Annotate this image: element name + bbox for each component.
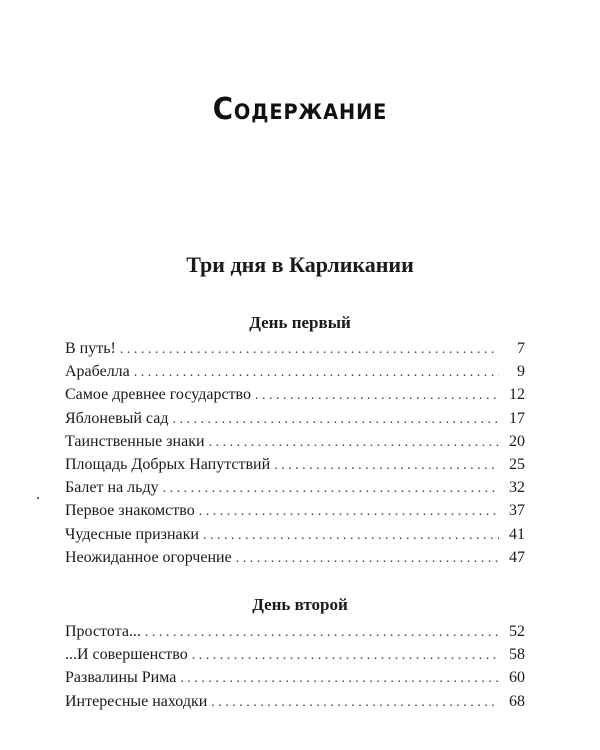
toc-entry-page: 32 [509,479,525,497]
toc-entry[interactable] [65,453,525,476]
toc-entry[interactable] [65,383,525,406]
dot-leader [199,500,499,523]
toc-entry-title: В путь! [65,340,116,357]
toc-list-day-first [65,337,525,569]
toc-entry-title: Неожиданное огорчение [65,548,232,566]
toc-entry-title: Таинственные знаки [65,432,205,450]
toc-entry[interactable] [65,476,525,499]
dot-leader [209,431,499,454]
toc-entry[interactable] [65,360,525,383]
toc-entry-page: 25 [509,455,525,473]
scan-speck [37,497,39,499]
toc-entry-title: Балет на льду [65,479,159,497]
toc-entry-page: 60 [509,669,525,687]
toc-entry[interactable] [65,643,525,666]
toc-entry-title: Площадь Добрых Напутствий [65,455,271,473]
dot-leader [172,408,499,431]
dot-leader [255,384,499,407]
toc-entry-title: Арабелла [65,363,130,381]
toc-entry-page: 7 [517,340,525,357]
book-title: Три дня в Карликании [186,252,414,277]
toc-entry-title: Яблоневый сад [65,409,169,427]
toc-entry[interactable] [65,546,525,569]
toc-entry-title: Простота... [65,623,141,640]
dot-leader [203,524,499,547]
day-heading-first: День первый [249,313,351,332]
toc-entry-title: ...И совершенство [65,646,188,664]
dot-leader [236,547,499,570]
page-title: Содержание [212,92,388,127]
toc-entry-page: 12 [509,386,525,404]
dot-leader [211,691,499,714]
dot-leader [120,338,499,361]
toc-entry[interactable] [65,430,525,453]
toc-entry-title: Развалины Рима [65,669,177,687]
toc-entry[interactable] [65,690,525,713]
toc-entry-page: 58 [509,646,525,664]
toc-entry-page: 20 [509,432,525,450]
toc-entry-title: Самое древнее государство [65,386,251,404]
toc-entry-title: Чудесные признаки [65,525,199,543]
dot-leader [192,644,499,667]
toc-entry-page: 68 [509,692,525,710]
toc-list-day-second [65,620,525,713]
toc-entry-page: 41 [509,525,525,543]
day-heading-second: День второй [252,595,348,614]
toc-entry-title: Первое знакомство [65,502,195,520]
toc-entry-page: 17 [509,409,525,427]
toc-entry[interactable] [65,620,525,643]
toc-entry-page: 9 [517,363,525,381]
dot-leader [163,477,499,500]
toc-entry-page: 37 [509,502,525,520]
dot-leader [180,667,499,690]
dot-leader [145,621,499,644]
toc-entry-page: 47 [509,548,525,566]
dot-leader [134,361,499,384]
dot-leader [274,454,499,477]
toc-entry[interactable] [65,499,525,522]
toc-entry-page: 52 [509,623,525,640]
toc-entry[interactable] [65,666,525,689]
toc-entry[interactable] [65,337,525,360]
toc-entry[interactable] [65,523,525,546]
toc-entry-title: Интересные находки [65,692,208,710]
toc-entry[interactable] [65,407,525,430]
